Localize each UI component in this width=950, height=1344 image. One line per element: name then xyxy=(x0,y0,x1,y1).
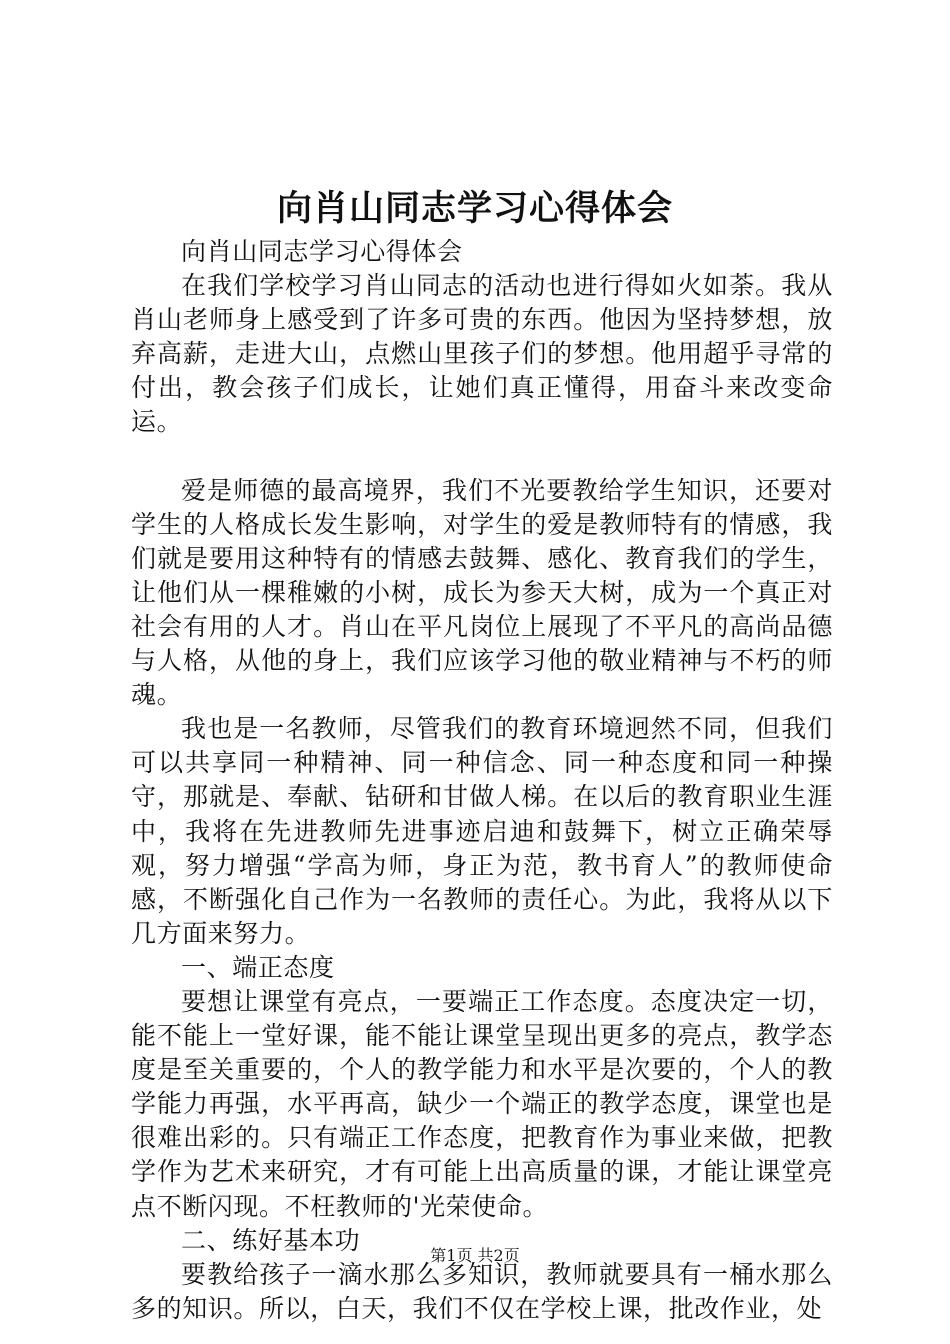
paragraph: 爱是师德的最高境界，我们不光要教给学生知识，还要对学生的人格成长发生影响，对学生的爱是教师特有的情感，我们就是要用这种特有的情感去鼓舞、感化、教育我们的学生，让他们从一棵稚嫩的小树，成长为参天大树，成为一个真正对社会有用的人才。肖山在平凡岗位上展现了不平凡的高尚品德与人格，从他的身上，我们应该学习他的敬业精神与不朽的师魂。 xyxy=(131,475,833,710)
document-title: 向肖山同志学习心得体会 xyxy=(276,188,673,229)
paragraph: 在我们学校学习肖山同志的活动也进行得如火如荼。我从肖山老师身上感受到了许多可贵的东西。他因为坚持梦想，放弃高薪，走进大山，点燃山里孩子们的梦想。他用超乎寻常的付出，教会孩子们成长，让她们真正懂得，用奋斗来改变命运。 xyxy=(131,271,833,437)
page-number-footer: 第1页 共2页 xyxy=(430,1246,520,1265)
paragraph-subtitle: 向肖山同志学习心得体会 xyxy=(181,237,463,266)
paragraph: 要想让课堂有亮点，一要端正工作态度。态度决定一切，能不能上一堂好课，能不能让课堂呈现出更多的亮点，教学态度是至关重要的，个人的教学能力和水平是次要的，个人的教学能力再强，水平再高，缺少一个端正的教学态度，课堂也是很难出彩的。只有端正工作态度，把教育作为事业来做，把教学作为艺术来研究，才有可能上出高质量的课，才能让课堂亮点不断闪现。不枉教师的'光荣使命。 xyxy=(131,986,833,1221)
document-body xyxy=(131,235,833,1326)
paragraph: 我也是一名教师，尽管我们的教育环境迥然不同，但我们可以共享同一种精神、同一种信念、同一种态度和同一种操守，那就是、奉献、钻研和甘做人梯。在以后的教育职业生涯中，我将在先进教师先进事迹启迪和鼓舞下，树立正确荣辱观，努力增强“学高为师，身正为范，教书育人”的教师使命感，不断强化自己作为一名教师的责任心。为此，我将从以下几方面来努力。 xyxy=(131,714,833,948)
section-heading: 一、端正态度 xyxy=(181,952,335,982)
section-heading: 二、练好基本功 xyxy=(181,1225,361,1255)
paragraph: 要教给孩子一滴水那么多知识，教师就要具有一桶水那么多的知识。所以，白天，我们不仅在学校上课，批改作业，处 xyxy=(131,1259,833,1323)
